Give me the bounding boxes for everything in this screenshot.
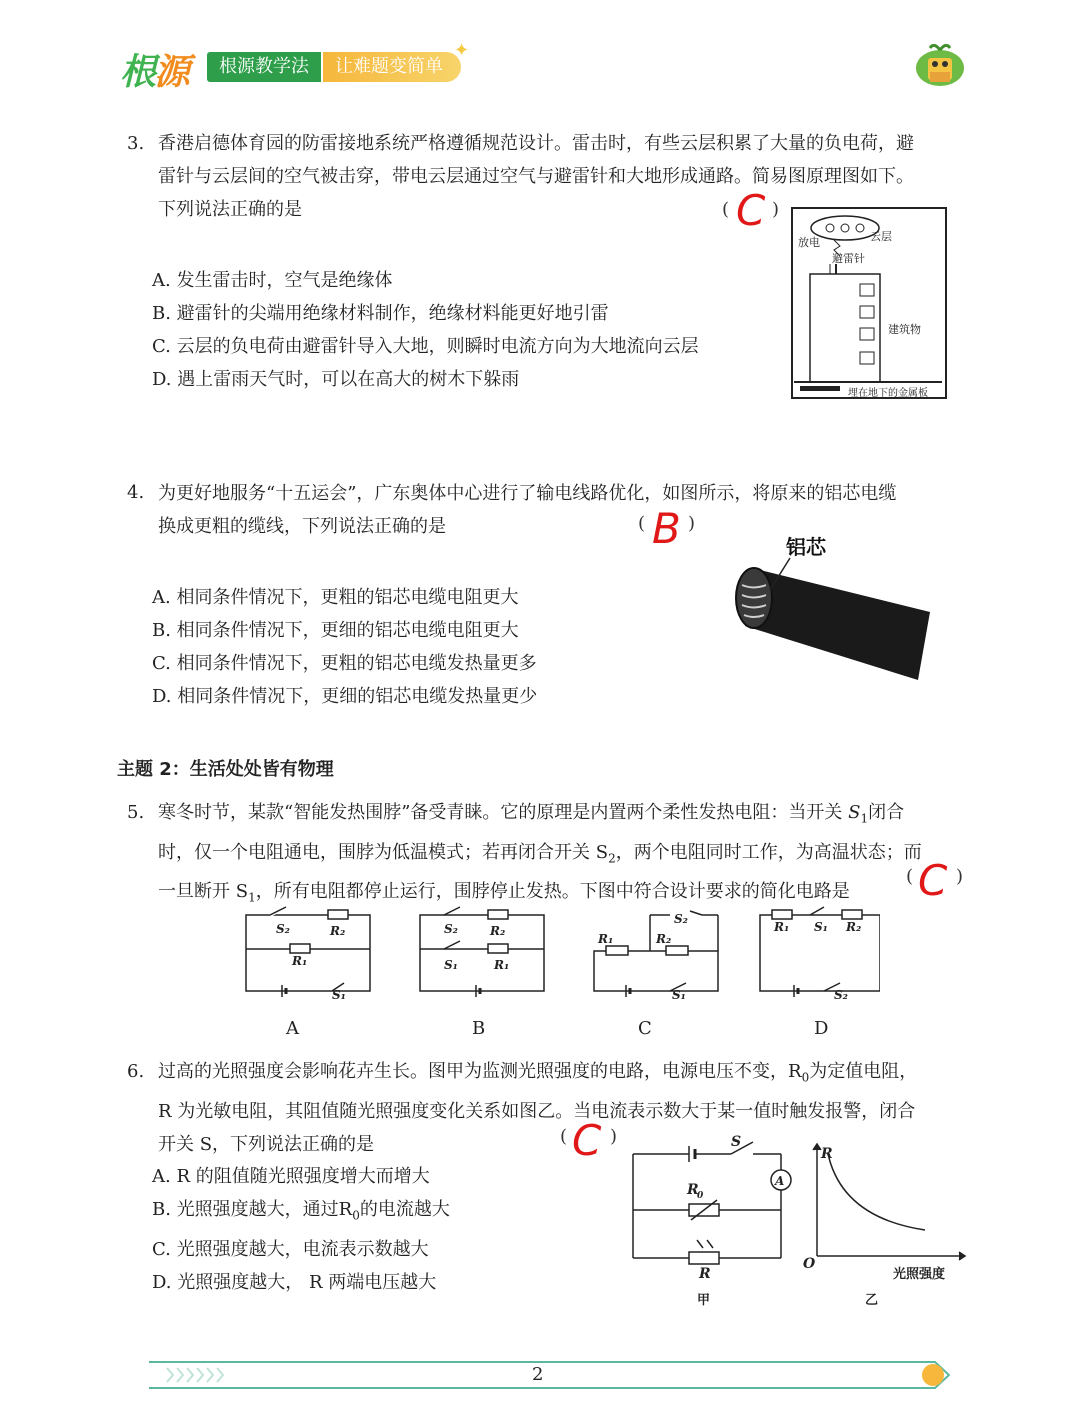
label-core: 铝芯	[786, 535, 826, 559]
circuit-b	[420, 907, 544, 997]
option: A. 相同条件情况下，更粗的铝芯电缆电阻更大	[152, 587, 519, 608]
question-number: 6.	[127, 1061, 145, 1082]
svg-text:S₂: S₂	[444, 922, 458, 936]
option-list	[152, 264, 699, 396]
option-label: D	[814, 1018, 829, 1039]
question-text: 寒冬时节，某款“智能发热围脖”备受青睐。它的原理是内置两个柔性发热电阻：当开关 $S_1$闭合 时，仅一个电阻通电，围脖为低温模式；若再闭合开关 $S_2$，两个电阻同时工作，为高温状态；而 一旦断开 $S_1$，所有电阻都停止运行，围脖停止发热。下图中符合设计要求的简化电路是	[158, 802, 922, 905]
option-label: B	[472, 1018, 486, 1039]
axis-x-label: 光照强度	[893, 1267, 946, 1282]
brand-tag-method: 根源教学法	[207, 52, 321, 82]
svg-text:R₂: R₂	[330, 924, 346, 938]
brand-tag-slogan: 让难题变简单	[323, 52, 461, 82]
svg-text:S₁: S₁	[672, 988, 686, 1002]
svg-text:R₁: R₁	[494, 958, 510, 972]
handwritten-answer: C	[918, 856, 948, 905]
question-number: 5.	[127, 802, 145, 823]
page-number: 2	[532, 1364, 544, 1385]
answer-bracket: (	[906, 866, 914, 887]
brand-logo: 根源	[120, 52, 189, 93]
answer-bracket: )	[772, 199, 780, 220]
label-discharge: 放电	[798, 236, 820, 249]
option: D. 相同条件情况下，更细的铝芯电缆发热量更少	[152, 686, 538, 707]
cable-image	[730, 530, 940, 690]
circuit-options	[240, 905, 880, 1005]
option: B. 相同条件情况下，更细的铝芯电缆电阻更大	[152, 620, 519, 641]
label-cloud: 云层	[870, 230, 892, 243]
axis-origin: O	[803, 1256, 816, 1272]
label-rod: 避雷针	[832, 252, 865, 265]
label-switch: S	[731, 1134, 742, 1150]
option: A. 发生雷击时，空气是绝缘体	[152, 270, 393, 291]
option-list	[152, 581, 537, 713]
answer-bracket: )	[956, 866, 964, 887]
svg-text:S₁: S₁	[814, 920, 828, 934]
label-r0: R	[687, 1182, 699, 1198]
label-building: 建筑物	[888, 323, 921, 336]
mascot-icon	[910, 42, 970, 88]
circuit-c	[594, 911, 718, 997]
label-ammeter: A	[775, 1174, 785, 1188]
handwritten-answer: C	[736, 186, 766, 235]
axis-y-label: R	[821, 1146, 833, 1162]
option-label: A	[286, 1018, 299, 1039]
svg-text:R₂: R₂	[846, 920, 862, 934]
option-label: C	[638, 1018, 652, 1039]
circuit-a	[246, 907, 370, 997]
svg-text:S₂: S₂	[834, 988, 848, 1002]
svg-text:0: 0	[697, 1191, 704, 1201]
question-text: 为更好地服务“十五运会”，广东奥体中心进行了输电线路优化，如图所示，将原来的铝芯电缆 换成更粗的缆线，下列说法正确的是	[158, 483, 897, 537]
answer-bracket: )	[688, 513, 696, 534]
svg-text:S₂: S₂	[276, 922, 290, 936]
svg-text:R₁: R₁	[774, 920, 790, 934]
svg-text:R₂: R₂	[490, 924, 506, 938]
question-text: 过高的光照强度会影响花卉生长。图甲为监测光照强度的电路，电源电压不变，$R_0$为定值电阻， R 为光敏电阻，其阻值随光照强度变化关系如图乙。当电流表示数大于某一值时触发报警，闭合 开关 S，下列说法正确的是	[158, 1061, 918, 1155]
option-list	[152, 1160, 450, 1299]
option: B. 光照强度越大，通过$R_0$的电流越大	[152, 1199, 450, 1223]
option: D. 遇上雷雨天气时，可以在高大的树木下躲雨	[152, 369, 520, 390]
answer-bracket: (	[722, 199, 730, 220]
figure-label-yi: 乙	[865, 1293, 879, 1308]
answer-bracket: )	[610, 1126, 618, 1147]
option: A. R 的阻值随光照强度增大而增大	[152, 1166, 430, 1187]
answer-bracket: (	[560, 1126, 568, 1147]
footer-decoration	[145, 1360, 950, 1390]
option: C. 光照强度越大，电流表示数越大	[152, 1238, 429, 1260]
svg-text:R₂: R₂	[656, 932, 672, 946]
label-plate: 埋在地下的金属板	[848, 388, 928, 399]
option: C. 云层的负电荷由避雷针导入大地，则瞬时电流方向为大地流向云层	[152, 336, 699, 357]
figure-label-jia: 甲	[697, 1293, 711, 1308]
svg-text:R₁: R₁	[292, 954, 308, 968]
section-title: 主题 2：生活处处皆有物理	[117, 759, 334, 780]
option: B. 避雷针的尖端用绝缘材料制作，绝缘材料能更好地引雷	[152, 303, 609, 324]
question-number: 3.	[127, 133, 145, 154]
svg-text:R₁: R₁	[598, 932, 614, 946]
photoresistor-circuit-figure	[625, 1128, 975, 1313]
label-r: R	[699, 1266, 711, 1282]
handwritten-answer: B	[652, 504, 681, 553]
option: C. 相同条件情况下，更粗的铝芯电缆发热量更多	[152, 653, 537, 674]
svg-text:S₂: S₂	[674, 912, 688, 926]
option: D. 光照强度越大， R 两端电压越大	[152, 1271, 437, 1293]
lightning-rod-diagram	[790, 206, 950, 402]
sparkle-icon: ✦	[454, 40, 470, 61]
question-number: 4.	[127, 482, 145, 503]
answer-bracket: (	[638, 513, 646, 534]
question-text: 香港启德体育园的防雷接地系统严格遵循规范设计。雷击时，有些云层积累了大量的负电荷，避 雷针与云层间的空气被击穿，带电云层通过空气与避雷针和大地形成通路。简易图原理图如下。 下列说法正确的是	[158, 133, 914, 220]
handwritten-answer: C	[572, 1116, 602, 1165]
svg-text:S₁: S₁	[332, 988, 346, 1002]
svg-text:S₁: S₁	[444, 958, 458, 972]
